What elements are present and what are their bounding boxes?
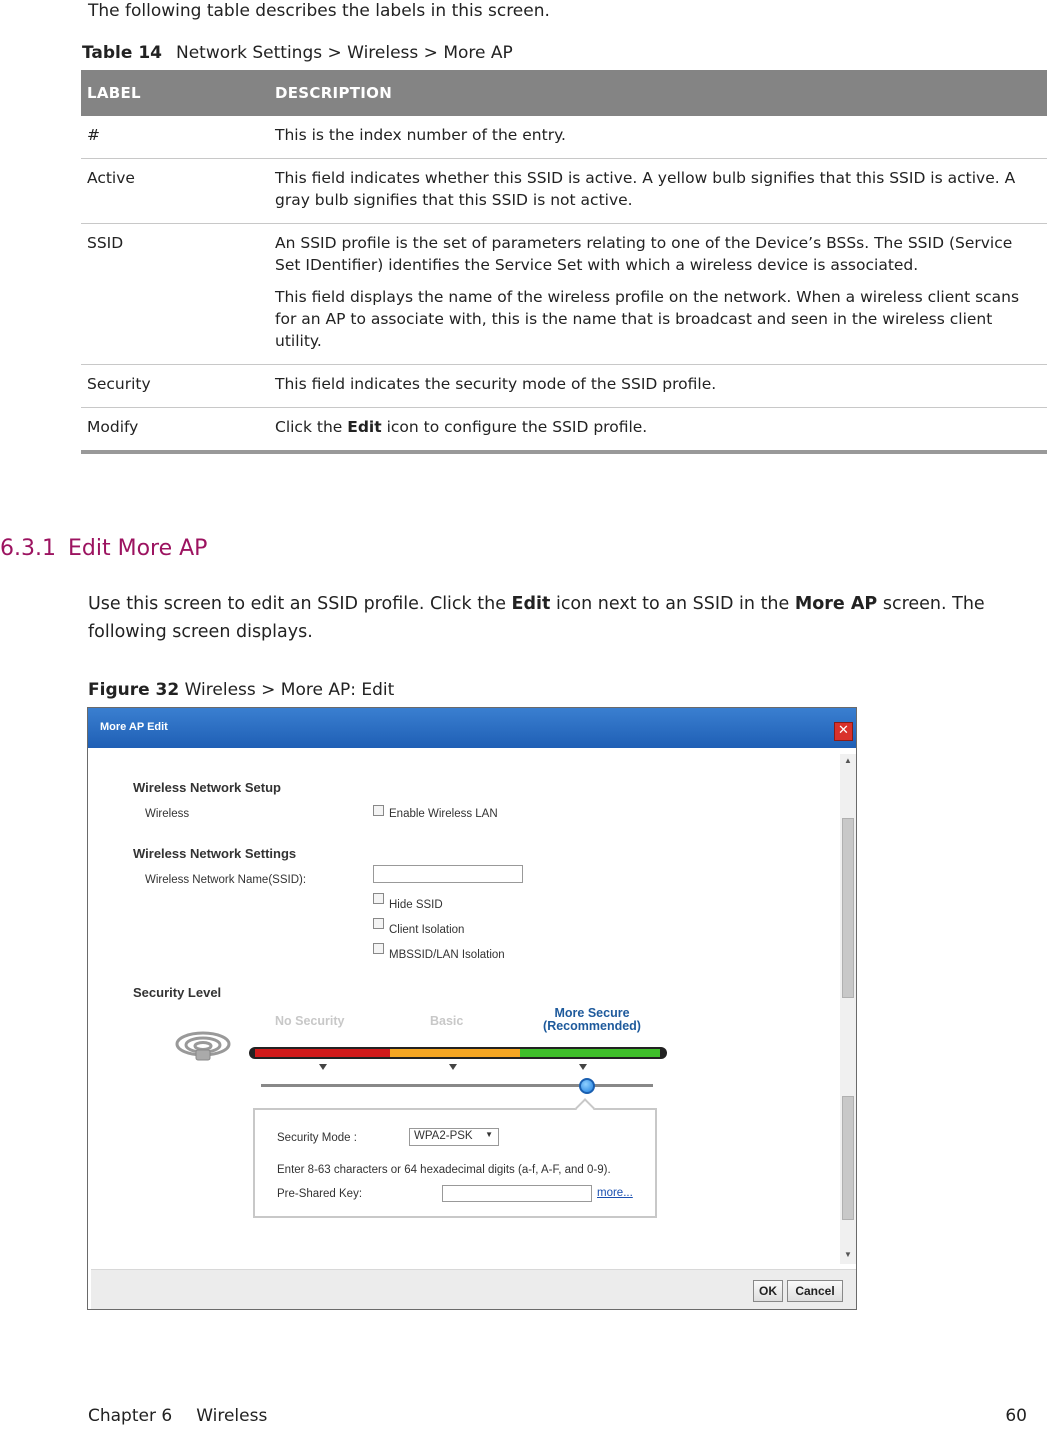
table-row (81, 224, 1047, 365)
page-footer-chapter (88, 1406, 267, 1426)
psk-label: Pre-Shared Key: (277, 1188, 363, 1200)
row-description (269, 408, 1047, 453)
hide-ssid-label: Hide SSID (389, 899, 443, 911)
row-description-text: This is the index number of the entry. (275, 126, 566, 144)
row-description-text: This field indicates the security mode of the SSID profile. (275, 375, 717, 393)
row-description (269, 116, 1047, 159)
dialog-footer (91, 1269, 856, 1309)
header-description: DESCRIPTION (269, 70, 1047, 116)
enable-wireless-label: Enable Wireless LAN (389, 808, 498, 820)
wireless-label: Wireless (145, 808, 190, 820)
intro-text: The following table describes the labels in this screen. (88, 1, 550, 21)
level-basic[interactable]: Basic (430, 1014, 464, 1028)
psk-input[interactable] (442, 1185, 592, 1202)
level-more-secure-line2: (Recommended) (543, 1019, 641, 1033)
tick-more-secure (579, 1064, 587, 1070)
row-label: Security (81, 365, 269, 408)
wireless-settings-heading: Wireless Network Settings (133, 846, 297, 861)
tick-no-security (319, 1064, 327, 1070)
body-bold: More AP (794, 594, 878, 614)
bar-green-segment (520, 1049, 660, 1057)
row-label: Modify (81, 408, 269, 453)
table-row (81, 365, 1047, 408)
dialog-title-bar (88, 708, 856, 748)
level-more-secure[interactable] (539, 1007, 645, 1033)
vertical-scrollbar[interactable] (840, 754, 856, 1264)
body-text: Use this screen to edit an SSID profile. Click the (88, 594, 512, 614)
header-label: LABEL (81, 70, 269, 116)
client-isolation-checkbox[interactable] (373, 918, 384, 929)
table-caption-title: Network Settings > Wireless > More AP (175, 43, 513, 63)
bar-orange-segment (390, 1049, 520, 1057)
table-row (81, 116, 1047, 159)
dialog-content (91, 748, 856, 1268)
client-isolation-label: Client Isolation (389, 924, 465, 936)
scroll-up-icon[interactable]: ▲ (844, 756, 852, 765)
figure-number: Figure 32 (88, 680, 180, 700)
wireless-router-icon (175, 1030, 231, 1064)
description-table (81, 70, 1047, 454)
page-number: 60 (1005, 1406, 1027, 1426)
row-description-text: An SSID profile is the set of parameters relating to one of the Device’s BSSs. The SSID (Service Set IDentifier) identifies the Service Set with which a wireless device is associated. (275, 234, 1013, 274)
wireless-setup-heading: Wireless Network Setup (133, 780, 281, 795)
enable-wireless-checkbox[interactable] (373, 805, 384, 816)
row-label: SSID (81, 224, 269, 365)
table-caption-number: Table 14 (82, 43, 162, 63)
hide-ssid-checkbox[interactable] (373, 893, 384, 904)
scroll-down-icon[interactable]: ▼ (844, 1250, 852, 1259)
row-description (269, 365, 1047, 408)
more-ap-edit-dialog (87, 707, 857, 1310)
body-text: screen. The following screen displays. (88, 594, 985, 642)
table-caption (82, 43, 513, 63)
security-strength-bar (249, 1047, 667, 1059)
row-label: Active (81, 159, 269, 224)
cancel-button[interactable]: Cancel (787, 1280, 843, 1302)
box-pointer (575, 1098, 595, 1118)
security-settings-box (253, 1108, 657, 1218)
body-bold: Edit (511, 594, 551, 614)
scrollbar-thumb[interactable] (842, 818, 854, 998)
ssid-label: Wireless Network Name(SSID): (145, 874, 307, 886)
ssid-input[interactable] (373, 865, 523, 883)
chapter-title: Wireless (196, 1406, 268, 1426)
security-level-heading: Security Level (133, 985, 222, 1000)
desc-text: icon to configure the SSID profile. (381, 418, 648, 436)
row-description-text: This field indicates whether this SSID is active. A yellow bulb signifies that this SSID is active. A gray bulb signifies that this SSID is not active. (275, 169, 1016, 209)
row-description (269, 224, 1047, 365)
section-body (88, 590, 1048, 646)
close-button[interactable]: ✕ (834, 722, 853, 741)
row-label: # (81, 116, 269, 159)
security-mode-label: Security Mode : (277, 1132, 357, 1144)
dialog-title: More AP Edit (100, 721, 168, 733)
body-text: icon next to an SSID in the (550, 594, 795, 614)
figure-caption (88, 680, 394, 700)
scrollbar-thumb-lower[interactable] (842, 1096, 854, 1220)
level-no-security[interactable]: No Security (275, 1014, 345, 1028)
bar-red-segment (255, 1049, 390, 1057)
psk-hint: Enter 8-63 characters or 64 hexadecimal digits (a-f, A-F, and 0-9). (277, 1164, 611, 1176)
desc-bold: Edit (347, 418, 382, 436)
table-row (81, 408, 1047, 453)
level-more-secure-line1: More Secure (554, 1006, 630, 1020)
more-link[interactable]: more... (597, 1187, 633, 1199)
mbssid-isolation-checkbox[interactable] (373, 943, 384, 954)
security-mode-select[interactable] (409, 1128, 499, 1146)
mbssid-isolation-label: MBSSID/LAN Isolation (389, 949, 505, 961)
section-title: Edit More AP (67, 536, 208, 561)
chevron-down-icon: ▼ (485, 1130, 493, 1139)
row-description-text: This field displays the name of the wireless profile on the network. When a wireless client scans for an AP to associate with, this is the name that is broadcast and seen in the wireless client utility. (275, 288, 1020, 350)
desc-text: Click the (275, 418, 348, 436)
figure-title: Wireless > More AP: Edit (184, 680, 395, 700)
tick-basic (449, 1064, 457, 1070)
row-description-text (275, 416, 1041, 438)
row-description (269, 159, 1047, 224)
security-mode-value: WPA2-PSK (414, 1130, 473, 1142)
table-row (81, 159, 1047, 224)
chapter-number: Chapter 6 (88, 1406, 173, 1426)
ok-button[interactable]: OK (753, 1280, 783, 1302)
section-number: 6.3.1 (0, 536, 56, 561)
security-slider-knob[interactable] (579, 1078, 595, 1094)
section-heading (0, 536, 207, 561)
table-header-row (81, 70, 1047, 116)
